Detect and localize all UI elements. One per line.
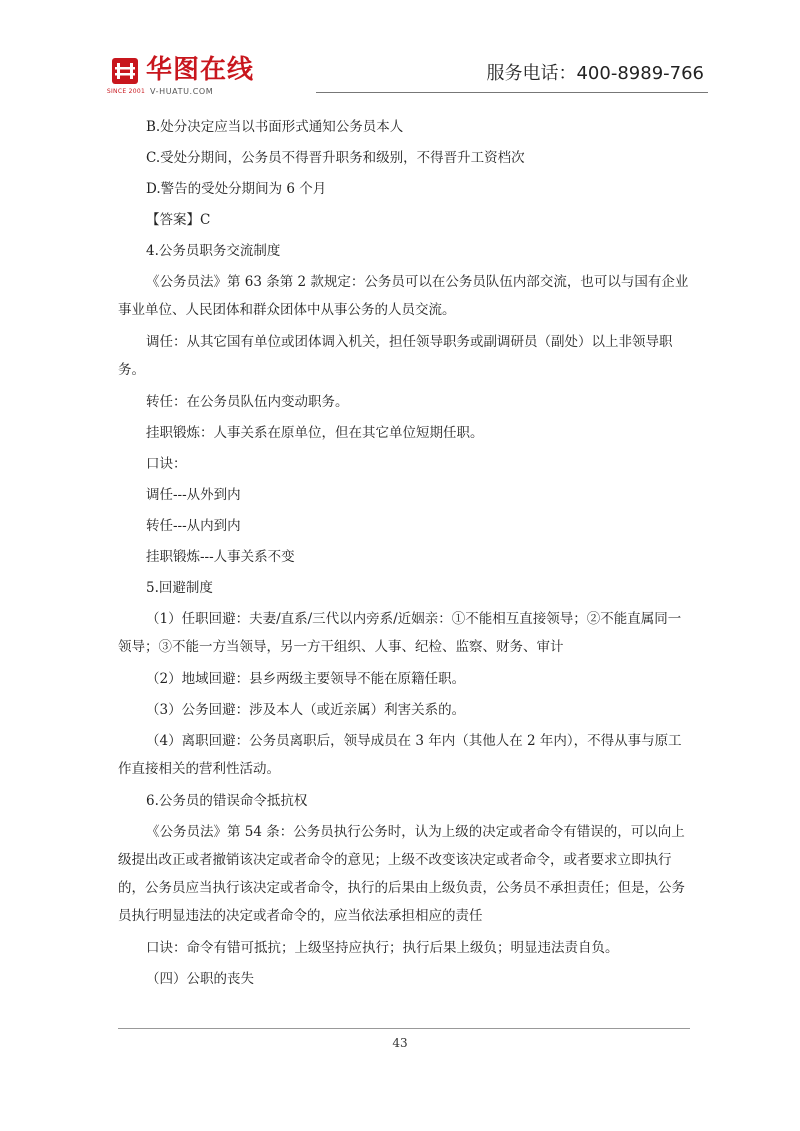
logo-name: 华图在线: [146, 55, 255, 85]
mnemonic-line: 调任---从外到内: [146, 487, 241, 503]
huatu-logo-icon: [112, 58, 138, 84]
avoidance-item: （4）离职回避：公务员离职后，领导成员在 3 年内（其他人在 2 年内），不得从事与原工作直接相关的营利性活动。: [118, 733, 682, 777]
footer-divider: [118, 1028, 690, 1029]
option-d: D.警告的受处分期间为 6 个月: [146, 181, 327, 197]
answer: 【答案】C: [146, 212, 211, 228]
page-header: [0, 0, 800, 112]
page-number: 43: [392, 1036, 408, 1050]
header-divider: [316, 92, 708, 93]
section-heading-5: 5.回避制度: [146, 580, 213, 596]
paragraph-secondment: 挂职锻炼：人事关系在原单位，但在其它单位短期任职。: [146, 425, 484, 441]
section-heading-4: 4.公务员职务交流制度: [146, 243, 281, 259]
section-heading-loss: （四）公职的丧失: [146, 971, 254, 987]
document-body: [118, 113, 690, 996]
service-phone: 服务电话：400-8989-766: [486, 63, 704, 84]
option-c: C.受处分期间，公务员不得晋升职务和级别，不得晋升工资档次: [146, 150, 525, 166]
mnemonic-line: 挂职锻炼---人事关系不变: [146, 549, 295, 565]
avoidance-item: （1）任职回避：夫妻/直系/三代以内旁系/近姻亲：①不能相互直接领导；②不能直属同一领导；③不能一方当领导，另一方干组织、人事、纪检、监察、财务、审计: [118, 611, 682, 655]
paragraph-law-63: 《公务员法》第 63 条第 2 款规定：公务员可以在公务员队伍内部交流，也可以与国有企业事业单位、人民团体和群众团体中从事公务的人员交流。: [118, 274, 689, 318]
avoidance-item: （3）公务回避：涉及本人（或近亲属）利害关系的。: [146, 702, 466, 718]
avoidance-item: （2）地域回避：县乡两级主要领导不能在原籍任职。: [146, 671, 466, 687]
mnemonic-line: 转任---从内到内: [146, 518, 241, 534]
logo-since-text: SINCE 2001: [106, 88, 146, 95]
paragraph-transfer: 转任：在公务员队伍内变动职务。: [146, 394, 349, 410]
option-b: B.处分决定应当以书面形式通知公务员本人: [146, 119, 404, 135]
mnemonic-command: 口诀：命令有错可抵抗；上级坚持应执行；执行后果上级负；明显违法责自负。: [146, 940, 619, 956]
paragraph-law-54: 《公务员法》第 54 条：公务员执行公务时，认为上级的决定或者命令有错误的，可以向上级提出改正或者撤销该决定或者命令的意见；上级不改变该决定或者命令，或者要求立即执行的，公务员应当执行该决定或者命令，执行的后果由上级负责，公务员不承担责任；但是，公务员执行明显违法的决定或者命令的，应当依法承担相应的责任: [118, 824, 685, 924]
paragraph-transfer-in: 调任：从其它国有单位或团体调入机关，担任领导职务或副调研员（副处）以上非领导职务。: [118, 334, 673, 378]
logo-url: V-HUATU.COM: [150, 87, 214, 96]
mnemonic-label: 口诀：: [146, 456, 187, 472]
section-heading-6: 6.公务员的错误命令抵抗权: [146, 793, 308, 809]
